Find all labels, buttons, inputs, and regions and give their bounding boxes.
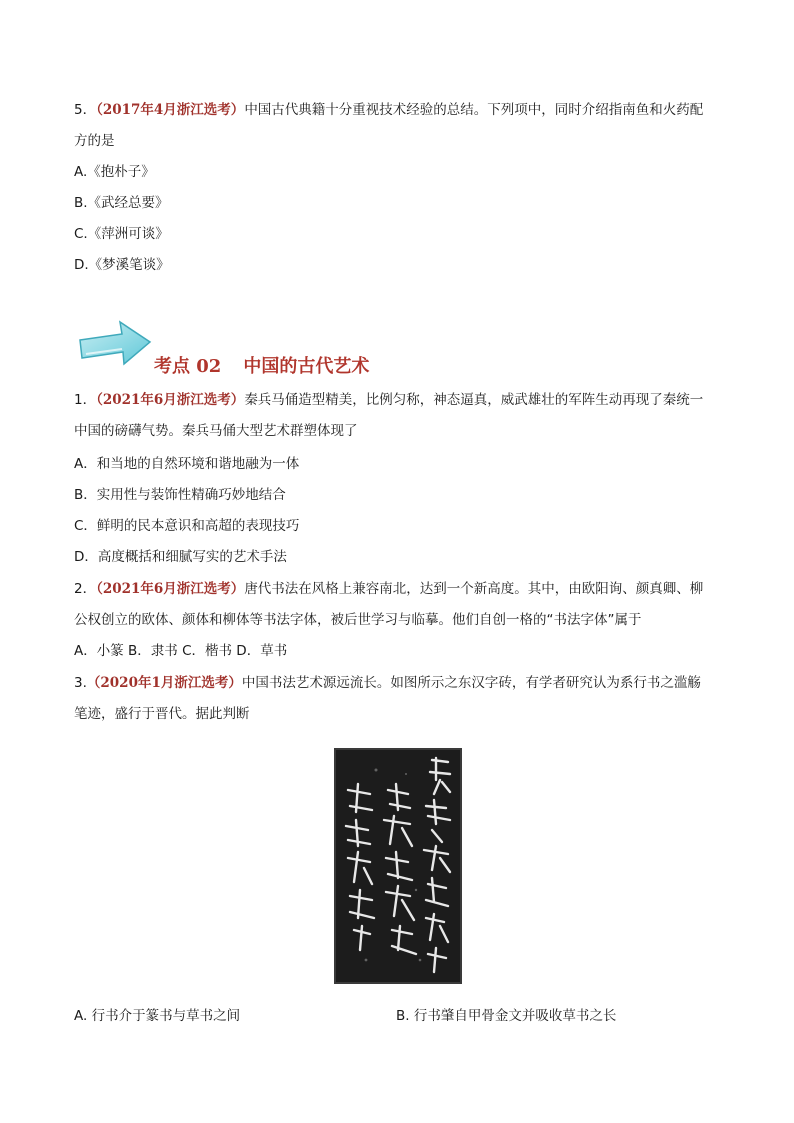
section-label: 考点 02 — [154, 356, 222, 377]
q2-line2: 公权创立的欧体、颜体和柳体等书法字体，被后世学习与临摹。他们自创一格的“书法字体”属于 — [74, 612, 642, 628]
q5-text: 中国古代典籍十分重视技术经验的总结。下列项中，同时介绍指南鱼和火药配 — [244, 102, 704, 118]
q2-number: 2． — [74, 581, 97, 597]
q5-option-a: A.《抱朴子》 — [74, 164, 155, 180]
q5-line1 — [74, 100, 703, 120]
q3-option-b: B. 行书肇自甲骨金文并吸收草书之长 — [396, 1008, 617, 1024]
q2-text: 唐代书法在风格上兼容南北，达到一个新高度。其中，由欧阳询、颜真卿、柳 — [244, 581, 704, 597]
q5-source-tag: （2017年4月浙江选考） — [96, 102, 245, 118]
q2-source-tag: （2021年6月浙江选考） — [96, 581, 245, 597]
q1-source-tag: （2021年6月浙江选考） — [96, 392, 245, 408]
q5-option-d: D.《梦溪笔谈》 — [74, 257, 170, 273]
han-brick-rubbing-image — [334, 748, 462, 984]
q1-line2: 中国的磅礴气势。秦兵马俑大型艺术群塑体现了 — [74, 423, 358, 439]
q1-option-b: B．实用性与装饰性精确巧妙地结合 — [74, 487, 286, 503]
arrow-icon — [76, 318, 154, 370]
q1-option-d: D．高度概括和细腻写实的艺术手法 — [74, 549, 287, 565]
q5-option-c: C.《萍洲可谈》 — [74, 226, 169, 242]
q3-text: 中国书法艺术源远流长。如图所示之东汉字砖，有学者研究认为系行书之滥觞 — [241, 675, 701, 691]
q1-option-a: A．和当地的自然环境和谐地融为一体 — [74, 456, 300, 472]
q1-text: 秦兵马俑造型精美，比例匀称，神态逼真，威武雄壮的军阵生动再现了秦统一 — [244, 392, 704, 408]
q1-line1 — [74, 390, 703, 410]
q5-line2: 方的是 — [74, 133, 115, 149]
q2-line1 — [74, 579, 703, 599]
q5-number: 5． — [74, 102, 97, 118]
q2-options: A．小篆 B．隶书 C．楷书 D．草书 — [74, 643, 288, 659]
q1-option-c: C．鲜明的民本意识和高超的表现技巧 — [74, 518, 300, 534]
q3-option-a: A. 行书介于篆书与草书之间 — [74, 1008, 241, 1024]
q3-source-tag: （2020年1月浙江选考） — [86, 675, 242, 691]
q3-number: 3. — [74, 675, 87, 691]
q5-option-b: B.《武经总要》 — [74, 195, 169, 211]
q3-line1 — [74, 673, 701, 693]
q1-number: 1． — [74, 392, 97, 408]
section-title: 中国的古代艺术 — [243, 356, 370, 377]
section-heading — [154, 352, 369, 378]
q3-line2: 笔迹，盛行于晋代。据此判断 — [74, 706, 250, 722]
